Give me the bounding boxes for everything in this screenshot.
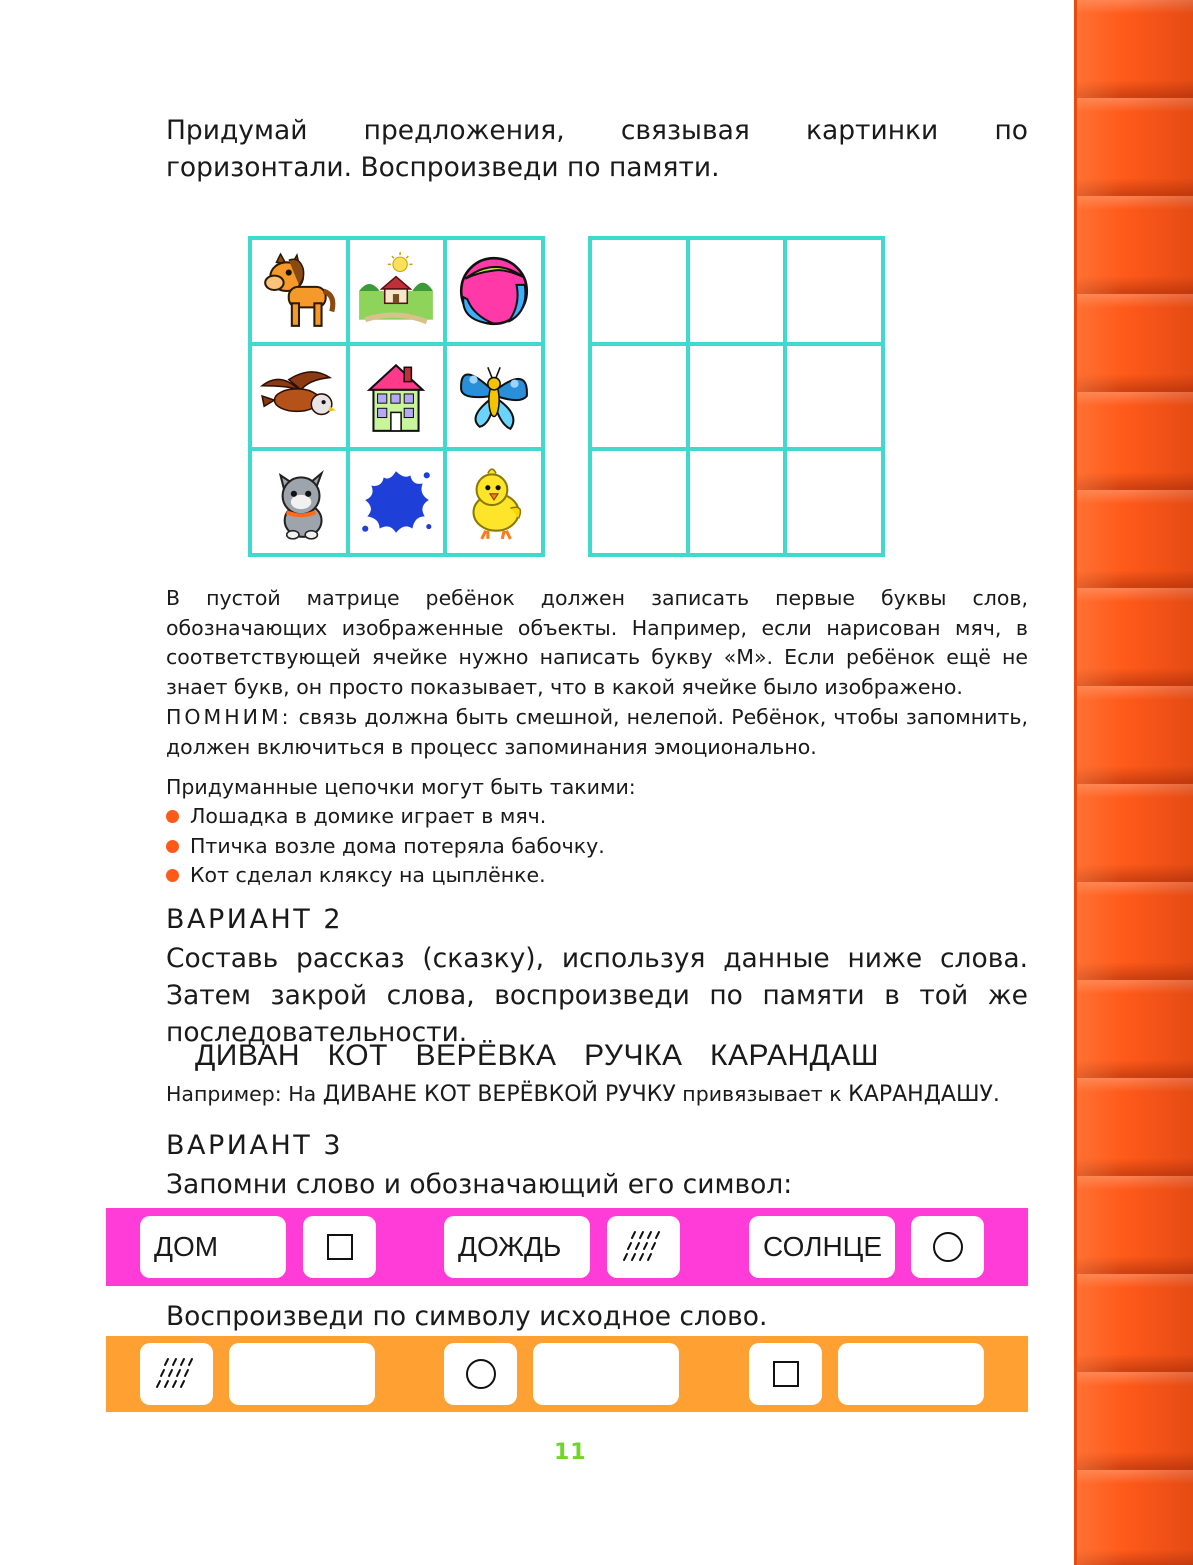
symbol-box-circle <box>911 1216 984 1278</box>
butterfly-icon <box>453 355 535 437</box>
example-caps-1: ДИВАНЕ КОТ ВЕРЁВКОЙ РУЧКУ <box>322 1082 676 1107</box>
word-item: КАРАНДАШ <box>710 1039 880 1072</box>
empty-grid-cell[interactable] <box>785 449 883 555</box>
grid-cell-landscape <box>348 238 446 344</box>
empty-grid-cell[interactable] <box>590 344 688 450</box>
symbol-box-square <box>303 1216 376 1278</box>
recall-answer-box[interactable] <box>533 1343 679 1405</box>
list-item-text: Птичка возле дома потеряла бабочку. <box>190 833 605 858</box>
empty-grid-cell[interactable] <box>590 238 688 344</box>
rain-icon <box>154 1357 200 1391</box>
intro-text: Придумай предложения, связывая картинки по горизонтали. Воспроизведи по памяти. <box>166 115 1028 183</box>
grid-cell-horse <box>250 238 348 344</box>
instruction-text: В пустой матрице ребёнок должен записать первые буквы слов, обозначающих изображенные объекты. Например, если нарисован мяч, в соответствующей ячейке нужно написать букву «М». Если ребёнок ещё не знает букв, он просто показывает, что в какой ячейке было изображено. <box>166 586 1028 699</box>
grid-cell-bird <box>250 344 348 450</box>
house-icon <box>355 355 437 437</box>
list-item <box>166 832 605 862</box>
variant2-word-list <box>0 1038 1074 1073</box>
kitten-icon <box>258 461 340 543</box>
word-label: СОЛНЦЕ <box>763 1231 883 1262</box>
bullet-icon <box>166 810 179 823</box>
word-item: ВЕРЁВКА <box>415 1039 557 1072</box>
grid-cell-house <box>348 344 446 450</box>
remember-text: связь должна быть смешной, нелепой. Ребёнок, чтобы запомнить, должен включиться в процесс запоминания эмоционально. <box>166 705 1028 759</box>
horse-icon <box>258 250 340 332</box>
variant3-heading: ВАРИАНТ 3 <box>166 1130 343 1161</box>
bullet-icon <box>166 840 179 853</box>
word-item: РУЧКА <box>584 1039 683 1072</box>
word-label: ДОМ <box>154 1231 219 1262</box>
bullet-icon <box>166 869 179 882</box>
symbol-box-rain <box>607 1216 680 1278</box>
empty-grid-cell[interactable] <box>785 344 883 450</box>
grid-cell-blot <box>348 449 446 555</box>
chick-icon <box>453 461 535 543</box>
example-prefix: Например: На <box>166 1082 317 1106</box>
word-box-sun <box>749 1216 895 1278</box>
rain-icon <box>621 1230 667 1264</box>
variant2-task: Составь рассказ (сказку), используя данные ниже слова. Затем закрой слова, воспроизведи по памяти в той же последовательности. <box>166 943 1028 1048</box>
blot-icon <box>355 461 437 543</box>
chains-intro <box>166 773 1028 803</box>
variant3-task1: Запомни слово и обозначающий его символ: <box>166 1169 793 1200</box>
recall-answer-box[interactable] <box>838 1343 984 1405</box>
landscape-house-icon <box>355 250 437 332</box>
circle-icon <box>466 1359 496 1389</box>
remember-paragraph <box>166 703 1028 762</box>
list-item-text: Кот сделал кляксу на цыплёнке. <box>190 863 546 887</box>
variant2-example <box>166 1082 1000 1107</box>
instruction-paragraph <box>166 584 1028 702</box>
word-box-rain <box>444 1216 590 1278</box>
example-caps-2: КАРАНДАШУ. <box>848 1082 1000 1107</box>
grid-cell-butterfly <box>445 344 543 450</box>
variant2-heading: ВАРИАНТ 2 <box>166 904 343 935</box>
grid-cell-chick <box>445 449 543 555</box>
decorative-brick-strip <box>1074 0 1193 1565</box>
word-item: ДИВАН <box>194 1039 301 1072</box>
recall-symbol-rain <box>140 1343 213 1405</box>
recall-symbol-square <box>749 1343 822 1405</box>
empty-grid-cell[interactable] <box>688 449 786 555</box>
picture-grid <box>248 236 545 557</box>
chains-list <box>166 802 605 891</box>
example-mid: привязывает к <box>682 1082 842 1106</box>
list-item-text: Лошадка в домике играет в мяч. <box>190 804 547 828</box>
empty-grid-cell[interactable] <box>590 449 688 555</box>
list-item <box>166 802 605 832</box>
word-label: ДОЖДЬ <box>458 1231 562 1262</box>
empty-grid-cell[interactable] <box>688 238 786 344</box>
empty-grid-cell[interactable] <box>688 344 786 450</box>
grid-cell-kitten <box>250 449 348 555</box>
square-icon <box>773 1361 799 1387</box>
word-box-dom <box>140 1216 286 1278</box>
circle-icon <box>933 1232 963 1262</box>
chains-intro-text: Придуманные цепочки могут быть такими: <box>166 775 636 799</box>
ball-icon <box>453 250 535 332</box>
grid-cell-ball <box>445 238 543 344</box>
page-number: 11 <box>554 1440 587 1465</box>
empty-grid-cell[interactable] <box>785 238 883 344</box>
remember-key: ПОМНИМ: <box>166 705 292 729</box>
variant3-task2: Воспроизведи по символу исходное слово. <box>166 1301 768 1332</box>
list-item <box>166 861 605 891</box>
word-item: КОТ <box>327 1039 388 1072</box>
empty-recall-grid <box>588 236 885 557</box>
recall-answer-box[interactable] <box>229 1343 375 1405</box>
bird-icon <box>258 355 340 437</box>
recall-symbol-circle <box>444 1343 517 1405</box>
square-icon <box>327 1234 353 1260</box>
